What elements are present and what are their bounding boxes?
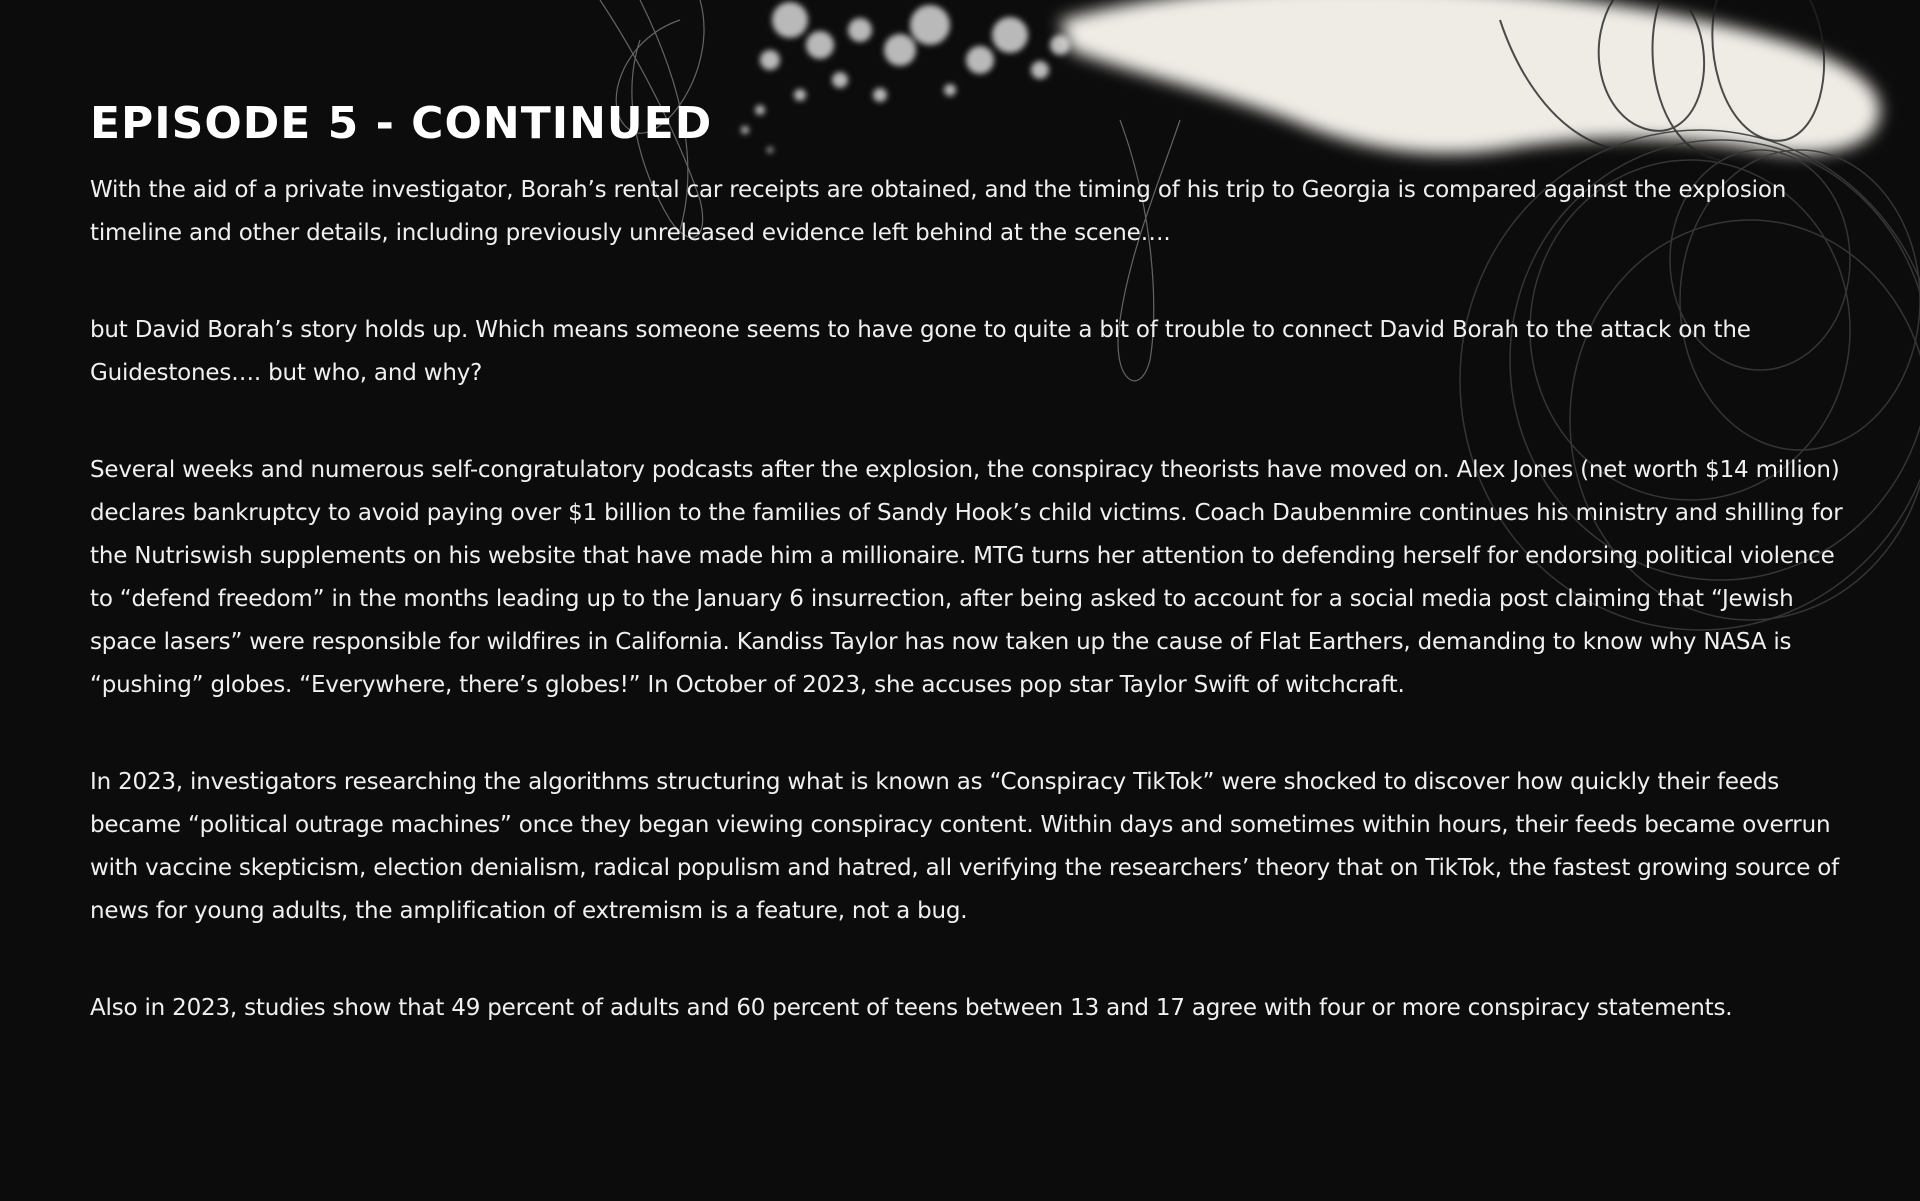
paragraph-1: With the aid of a private investigator, Borah’s rental car receipts are obtained, and the timing of his trip to Georgia is compared against the explosion timeline and other details, including previously unreleased evidence left behind at the scene…. [90, 176, 1787, 246]
document-content [90, 98, 1850, 1084]
paragraph-3: Several weeks and numerous self-congratulatory podcasts after the explosion, the conspiracy theorists have moved on. Alex Jones (net worth $14 million) declares bankruptcy to avoid paying over $1 billion to the families of Sandy Hook’s child victims. Coach Daubenmire continues his ministry and shilling for the Nutriswish supplements on his website that have made him a millionaire. MTG turns her attention to defending herself for endorsing political violence to “defend freedom” in the months leading up to the January 6 insurrection, after being asked to account for a social media post claiming that “Jewish space lasers” were responsible for wildfires in California. Kandiss Taylor has now taken up the cause of Flat Earthers, demanding to know why NASA is “pushing” globes. “Everywhere, there’s globes!” In October of 2023, she accuses pop star Taylor Swift of witchcraft. [90, 456, 1843, 698]
page-title: EPISODE 5 - CONTINUED [90, 98, 713, 149]
paragraph-2: but David Borah’s story holds up. Which means someone seems to have gone to quite a bit of trouble to connect David Borah to the attack on the Guidestones…. but who, and why? [90, 316, 1751, 386]
paragraph-4: In 2023, investigators researching the algorithms structuring what is known as “Conspiracy TikTok” were shocked to discover how quickly their feeds became “political outrage machines” once they began viewing conspiracy content. Within days and sometimes within hours, their feeds became overrun with vaccine skepticism, election denialism, radical populism and hatred, all verifying the researchers’ theory that on TikTok, the fastest growing source of news for young adults, the amplification of extremism is a feature, not a bug. [90, 768, 1840, 924]
paragraph-5: Also in 2023, studies show that 49 percent of adults and 60 percent of teens between 13 and 17 agree with four or more conspiracy statements. [90, 994, 1733, 1021]
